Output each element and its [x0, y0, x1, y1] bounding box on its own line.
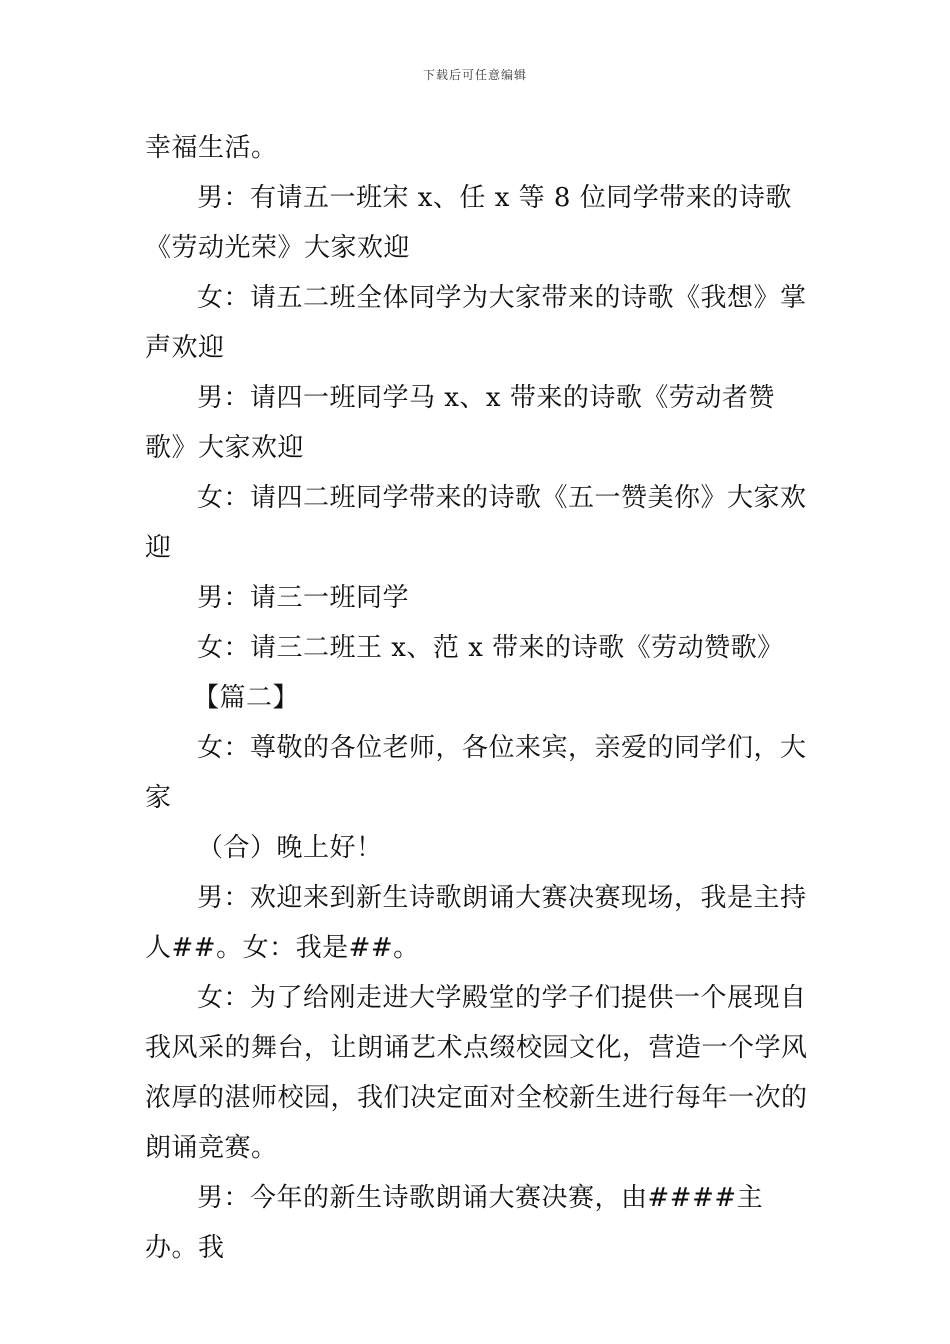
paragraph: 女：请三二班王 x、范 x 带来的诗歌《劳动赞歌》: [197, 633, 784, 663]
section-heading: 【篇二】: [193, 683, 300, 713]
paragraph: 男：欢迎来到新生诗歌朗诵大赛决赛现场，我是主持人##。女：我是##。: [145, 883, 807, 963]
paragraph: 男：今年的新生诗歌朗诵大赛决赛，由####主办。我: [145, 1183, 764, 1263]
paragraph: 女：请四二班同学带来的诗歌《五一赞美你》大家欢迎: [145, 483, 807, 563]
document-body: [145, 123, 813, 1273]
paragraph: 女：为了给刚走进大学殿堂的学子们提供一个展现自我风采的舞台，让朗诵艺术点缀校园文化，营造一个学风浓厚的湛师校园，我们决定面对全校新生进行每年一次的朗诵竞赛。: [145, 983, 808, 1163]
paragraph: 男：有请五一班宋 x、任 x 等 8 位同学带来的诗歌《劳动光荣》大家欢迎: [145, 183, 792, 263]
paragraph: 男：请三一班同学: [197, 583, 410, 613]
paragraph: （合）晚上好！: [197, 833, 383, 863]
paragraph: 女：尊敬的各位老师，各位来宾，亲爱的同学们，大家: [145, 733, 807, 813]
paragraph: 男：请四一班同学马 x、x 带来的诗歌《劳动者赞歌》大家欢迎: [145, 383, 775, 463]
paragraph: 幸福生活。: [145, 133, 278, 163]
paragraph: 女：请五二班全体同学为大家带来的诗歌《我想》掌声欢迎: [145, 283, 807, 363]
page-header-note: 下载后可任意编辑: [422, 68, 527, 82]
